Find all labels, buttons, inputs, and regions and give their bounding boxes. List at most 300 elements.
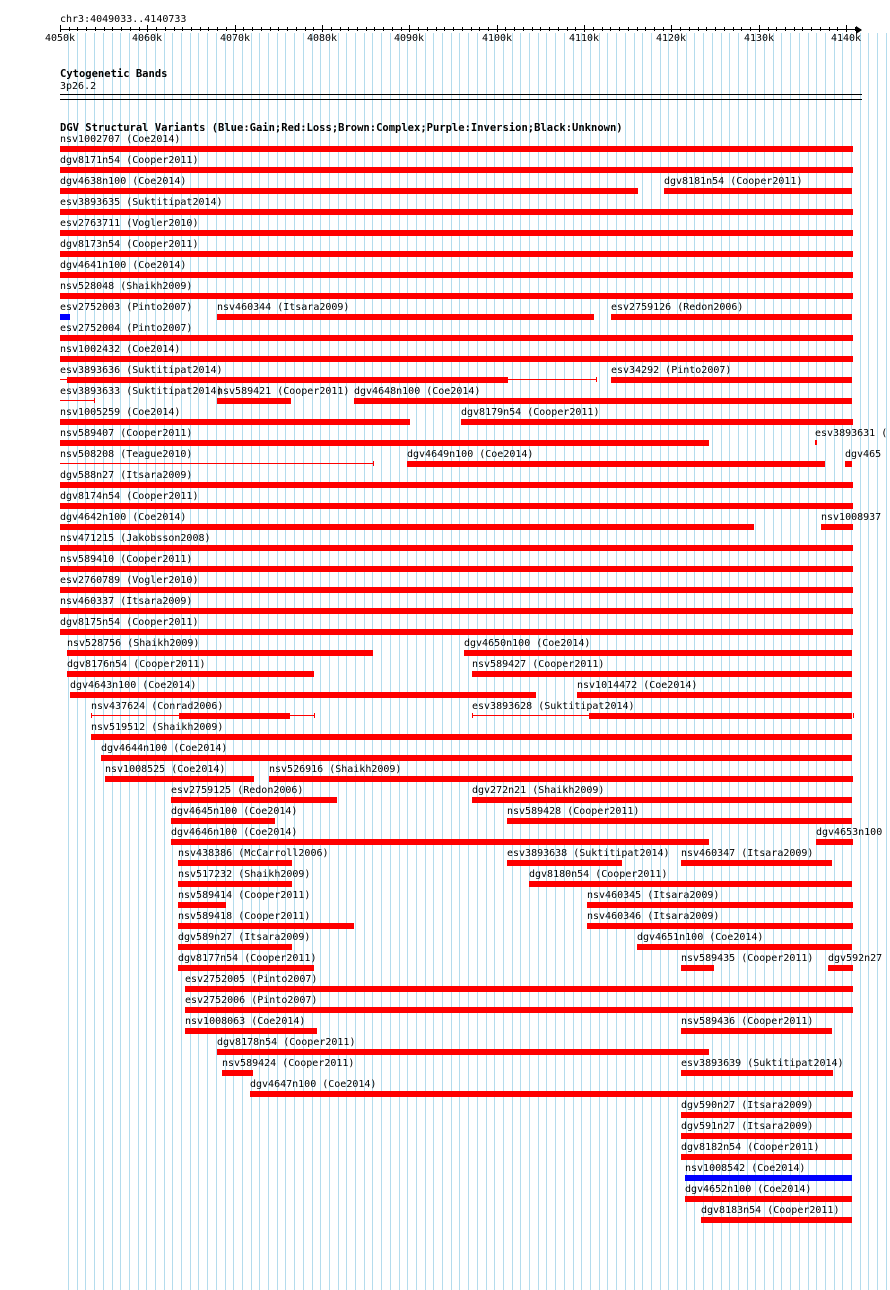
dgv-variant-label[interactable]: dgv8175n54 (Cooper2011) [60, 617, 199, 628]
ruler-tick [427, 27, 428, 31]
ruler-tick [733, 27, 734, 31]
dgv-variant-label[interactable]: esv3893636 (Suktitipat2014) [60, 365, 223, 376]
ruler-tick [776, 27, 777, 31]
dgv-variant-label[interactable]: nsv460345 (Itsara2009) [587, 890, 720, 901]
ruler-tick [147, 25, 148, 32]
dgv-loss-bar[interactable] [178, 944, 292, 950]
ruler-tick [261, 27, 262, 31]
gridline [303, 33, 304, 1290]
ruler-tick [331, 27, 332, 31]
dgv-loss-bar[interactable] [91, 734, 852, 740]
ruler-tick-label: 4140k [830, 33, 862, 44]
dgv-loss-bar[interactable] [217, 314, 594, 320]
dgv-variant-label[interactable]: nsv1008937 [821, 512, 882, 523]
ruler-tick [523, 27, 524, 31]
dgv-variant-label[interactable]: esv2752004 (Pinto2007) [60, 323, 193, 334]
dgv-loss-bar[interactable] [681, 1133, 852, 1139]
dgv-variant-label[interactable]: nsv589410 (Cooper2011) [60, 554, 193, 565]
gridline [877, 33, 878, 1290]
dgv-variant-span-cap [472, 713, 473, 718]
ruler-tick-label: 4100k [481, 33, 513, 44]
gridline [668, 33, 669, 1290]
dgv-variant-label[interactable]: nsv589421 (Cooper2011) [217, 386, 350, 397]
ruler-tick [322, 25, 323, 32]
ruler-tick-label: 4080k [306, 33, 338, 44]
dgv-variant-label[interactable]: dgv272n21 (Shaikh2009) [472, 785, 605, 796]
dgv-variant-label[interactable]: dgv8182n54 (Cooper2011) [681, 1142, 820, 1153]
dgv-variant-label[interactable]: nsv1008063 (Coe2014) [185, 1016, 306, 1027]
dgv-loss-bar[interactable] [171, 797, 337, 803]
dgv-variant-label[interactable]: dgv8179n54 (Cooper2011) [461, 407, 600, 418]
dgv-loss-bar[interactable] [577, 692, 852, 698]
dgv-loss-bar[interactable] [407, 461, 825, 467]
dgv-variant-label[interactable]: nsv460344 (Itsara2009) [217, 302, 350, 313]
ruler-tick [602, 27, 603, 31]
ruler-tick [401, 27, 402, 31]
dgv-loss-bar[interactable] [464, 650, 852, 656]
ruler-tick [619, 27, 620, 31]
dgv-loss-bar[interactable] [171, 818, 275, 824]
dgv-loss-bar[interactable] [685, 1196, 852, 1202]
dgv-variant-label[interactable]: esv2752005 (Pinto2007) [185, 974, 318, 985]
dgv-variant-label[interactable]: dgv8181n54 (Cooper2011) [664, 176, 803, 187]
gridline [616, 33, 617, 1290]
gridline [660, 33, 661, 1290]
ruler-tick [575, 27, 576, 31]
dgv-variant-label[interactable]: esv3893639 (Suktitipat2014) [681, 1058, 844, 1069]
dgv-loss-bar[interactable] [185, 986, 853, 992]
ruler-tick [628, 27, 629, 31]
ruler-tick [69, 27, 70, 31]
ruler-tick [759, 25, 760, 32]
dgv-variant-label[interactable]: nsv460346 (Itsara2009) [587, 911, 720, 922]
dgv-loss-bar[interactable] [269, 776, 853, 782]
gridline [634, 33, 635, 1290]
dgv-variant-label[interactable]: dgv4646n100 (Coe2014) [171, 827, 298, 838]
dgv-loss-bar[interactable] [60, 482, 853, 488]
dgv-variant-label[interactable]: nsv589407 (Cooper2011) [60, 428, 193, 439]
dgv-loss-bar[interactable] [681, 860, 832, 866]
dgv-loss-bar[interactable] [701, 1217, 852, 1223]
ruler-tick [270, 27, 271, 31]
dgv-variant-label[interactable]: nsv460337 (Itsara2009) [60, 596, 193, 607]
dgv-loss-bar[interactable] [461, 419, 853, 425]
gridline [329, 33, 330, 1290]
ruler-tick [383, 27, 384, 31]
dgv-variant-label[interactable]: dgv8183n54 (Cooper2011) [701, 1205, 840, 1216]
dgv-variant-label[interactable]: dgv4641n100 (Coe2014) [60, 260, 187, 271]
dgv-variant-label[interactable]: nsv589436 (Cooper2011) [681, 1016, 814, 1027]
ruler-tick [77, 27, 78, 31]
dgv-loss-bar[interactable] [587, 923, 853, 929]
gridline [294, 33, 295, 1290]
dgv-variant-span-cap [373, 461, 374, 466]
dgv-variant-span-cap [94, 398, 95, 403]
ruler-tick [846, 25, 847, 32]
dgv-loss-bar[interactable] [664, 188, 852, 194]
ruler-tick [610, 27, 611, 31]
dgv-loss-bar[interactable] [60, 293, 853, 299]
dgv-variant-label[interactable]: nsv1002432 (Coe2014) [60, 344, 181, 355]
dgv-variant-label[interactable]: dgv8180n54 (Cooper2011) [529, 869, 668, 880]
gridline [251, 33, 252, 1290]
dgv-variant-label[interactable]: nsv528048 (Shaikh2009) [60, 281, 193, 292]
ruler-tick [453, 27, 454, 31]
ruler-arrow-right-icon [856, 26, 862, 34]
ruler-tick [409, 25, 410, 32]
ruler-tick-label: 4090k [393, 33, 425, 44]
ruler-tick [637, 27, 638, 31]
dgv-loss-bar[interactable] [816, 839, 853, 845]
dgv-loss-bar[interactable] [60, 587, 853, 593]
dgv-loss-bar[interactable] [681, 1112, 852, 1118]
dgv-loss-bar[interactable] [60, 209, 853, 215]
gridline [825, 33, 826, 1290]
dgv-gain-bar[interactable] [60, 314, 70, 320]
gridline [355, 33, 356, 1290]
ruler-tick [217, 27, 218, 31]
dgv-loss-bar[interactable] [637, 944, 852, 950]
ruler-tick [829, 27, 830, 31]
dgv-variant-span-line[interactable] [60, 463, 373, 464]
dgv-loss-bar[interactable] [681, 1070, 833, 1076]
dgv-loss-bar[interactable] [845, 461, 852, 467]
gridline [399, 33, 400, 1290]
dgv-variant-label[interactable]: nsv1014472 (Coe2014) [577, 680, 698, 691]
dgv-variant-label[interactable]: dgv4651n100 (Coe2014) [637, 932, 764, 943]
dgv-loss-bar[interactable] [217, 1049, 709, 1055]
dgv-variant-label[interactable]: dgv590n27 (Itsara2009) [681, 1100, 814, 1111]
dgv-loss-bar[interactable] [507, 860, 622, 866]
dgv-loss-bar[interactable] [60, 566, 853, 572]
ruler-tick [243, 27, 244, 31]
dgv-loss-bar[interactable] [60, 545, 853, 551]
dgv-variant-label[interactable]: dgv4643n100 (Coe2014) [70, 680, 197, 691]
ruler-tick-label: 4130k [743, 33, 775, 44]
dgv-loss-bar[interactable] [60, 188, 638, 194]
ruler-tick [741, 27, 742, 31]
dgv-loss-bar[interactable] [179, 713, 290, 719]
dgv-variant-label[interactable]: nsv517232 (Shaikh2009) [178, 869, 311, 880]
dgv-variant-label[interactable]: esv2752006 (Pinto2007) [185, 995, 318, 1006]
dgv-variant-label[interactable]: dgv4649n100 (Coe2014) [407, 449, 534, 460]
dgv-variant-span-cap [596, 377, 597, 382]
dgv-variant-label[interactable]: nsv589414 (Cooper2011) [178, 890, 311, 901]
gridline [346, 33, 347, 1290]
dgv-variant-label[interactable]: nsv471215 (Jakobsson2008) [60, 533, 211, 544]
ruler-tick [549, 27, 550, 31]
dgv-loss-bar[interactable] [178, 860, 292, 866]
gridline [851, 33, 852, 1290]
ruler-tick [200, 27, 201, 31]
gridline [268, 33, 269, 1290]
dgv-loss-bar[interactable] [222, 1070, 253, 1076]
ruler-tick [278, 27, 279, 31]
ruler-tick [305, 27, 306, 31]
dgv-variant-label[interactable]: dgv591n27 (Itsara2009) [681, 1121, 814, 1132]
dgv-variant-label[interactable]: esv3893638 (Suktitipat2014) [507, 848, 670, 859]
dgv-loss-bar[interactable] [611, 314, 852, 320]
ruler-tick [226, 27, 227, 31]
gridline [607, 33, 608, 1290]
dgv-variant-label[interactable]: esv3893635 (Suktitipat2014) [60, 197, 223, 208]
ruler-tick [139, 27, 140, 31]
gridline [425, 33, 426, 1290]
ruler-tick [471, 27, 472, 31]
dgv-loss-bar[interactable] [60, 503, 853, 509]
dgv-variant-label[interactable]: dgv8178n54 (Cooper2011) [217, 1037, 356, 1048]
dgv-variant-label[interactable]: nsv1008542 (Coe2014) [685, 1163, 806, 1174]
dgv-variant-label[interactable]: nsv1005259 (Coe2014) [60, 407, 181, 418]
ruler-locus-label: chr3:4049033..4140733 [60, 14, 187, 25]
dgv-variant-label[interactable]: nsv589427 (Cooper2011) [472, 659, 605, 670]
ruler-tick [287, 27, 288, 31]
dgv-variant-label[interactable]: nsv460347 (Itsara2009) [681, 848, 814, 859]
cytoband-track-title[interactable]: Cytogenetic Bands [60, 68, 168, 80]
ruler-tick [60, 25, 61, 32]
dgv-variant-label[interactable]: esv2763711 (Vogler2010) [60, 218, 199, 229]
ruler-tick [497, 25, 498, 32]
ruler-tick [86, 27, 87, 31]
dgv-loss-bar[interactable] [60, 335, 853, 341]
dgv-variant-label[interactable]: esv34292 (Pinto2007) [611, 365, 732, 376]
dgv-variant-label[interactable]: nsv508208 (Teague2010) [60, 449, 193, 460]
ruler-tick [479, 27, 480, 31]
dgv-loss-bar[interactable] [828, 965, 853, 971]
ruler-tick [654, 27, 655, 31]
cytoband-label[interactable]: 3p26.2 [60, 81, 97, 92]
dgv-variant-label[interactable]: dgv4648n100 (Coe2014) [354, 386, 481, 397]
dgv-loss-bar[interactable] [681, 1028, 832, 1034]
dgv-variant-label[interactable]: dgv4644n100 (Coe2014) [101, 743, 228, 754]
gridline [459, 33, 460, 1290]
dgv-variant-label[interactable]: nsv1008525 (Coe2014) [105, 764, 226, 775]
gridline [312, 33, 313, 1290]
ruler-tick [182, 27, 183, 31]
dgv-variant-label[interactable]: esv2759125 (Redon2006) [171, 785, 304, 796]
gridline [407, 33, 408, 1290]
dgv-variant-label[interactable]: dgv4653n100 [816, 827, 883, 838]
ruler-tick [165, 27, 166, 31]
dgv-loss-bar[interactable] [67, 671, 314, 677]
ruler-tick [663, 27, 664, 31]
dgv-variant-label[interactable]: esv3893628 (Suktitipat2014) [472, 701, 635, 712]
dgv-loss-bar[interactable] [589, 713, 852, 719]
ruler-tick [645, 27, 646, 31]
dgv-variant-label[interactable]: dgv4650n100 (Coe2014) [464, 638, 591, 649]
ruler-tick [794, 27, 795, 31]
gridline [468, 33, 469, 1290]
ruler-tick [750, 27, 751, 31]
dgv-variant-label[interactable]: nsv589418 (Cooper2011) [178, 911, 311, 922]
ruler-tick [567, 27, 568, 31]
dgv-loss-bar[interactable] [681, 1154, 852, 1160]
dgv-variant-label[interactable]: esv2752003 (Pinto2007) [60, 302, 193, 313]
dgv-loss-bar[interactable] [101, 755, 852, 761]
dgv-variant-label[interactable]: dgv592n27 [828, 953, 883, 964]
gridline [868, 33, 869, 1290]
ruler-tick [252, 27, 253, 31]
dgv-variant-label[interactable]: dgv588n27 (Itsara2009) [60, 470, 193, 481]
gridline [277, 33, 278, 1290]
gridline [651, 33, 652, 1290]
ruler-tick [235, 25, 236, 32]
dgv-variant-label[interactable]: nsv438386 (McCarroll2006) [178, 848, 329, 859]
dgv-loss-bar[interactable] [178, 923, 354, 929]
dgv-variant-label[interactable]: dgv4652n100 (Coe2014) [685, 1184, 812, 1195]
ruler-tick [689, 27, 690, 31]
dgv-loss-bar[interactable] [178, 965, 314, 971]
dgv-variant-span-line[interactable] [60, 400, 94, 401]
dgv-variant-span-cap [816, 440, 817, 445]
ruler-tick [593, 27, 594, 31]
ruler-tick-label: 4060k [131, 33, 163, 44]
dgv-variant-label[interactable]: dgv8174n54 (Cooper2011) [60, 491, 199, 502]
dgv-loss-bar[interactable] [250, 1091, 853, 1097]
dgv-variant-label[interactable]: nsv589428 (Cooper2011) [507, 806, 640, 817]
ruler-tick [462, 27, 463, 31]
dgv-loss-bar[interactable] [105, 776, 254, 782]
dgv-variant-label[interactable]: esv2759126 (Redon2006) [611, 302, 744, 313]
ruler-tick [121, 27, 122, 31]
gridline [216, 33, 217, 1290]
ruler-tick [558, 27, 559, 31]
dgv-variant-label[interactable]: dgv4647n100 (Coe2014) [250, 1079, 377, 1090]
dgv-variant-label[interactable]: dgv8173n54 (Cooper2011) [60, 239, 199, 250]
ruler-tick [785, 27, 786, 31]
dgv-loss-bar[interactable] [821, 524, 853, 530]
ruler-tick [130, 27, 131, 31]
gridline [207, 33, 208, 1290]
ruler-tick [357, 27, 358, 31]
ruler-tick [671, 25, 672, 32]
gridline [816, 33, 817, 1290]
dgv-variant-label[interactable]: dgv8171n54 (Cooper2011) [60, 155, 199, 166]
dgv-loss-bar[interactable] [60, 524, 754, 530]
dgv-loss-bar[interactable] [185, 1028, 317, 1034]
gridline [285, 33, 286, 1290]
ruler-tick [768, 27, 769, 31]
dgv-variant-label[interactable]: dgv465 [845, 449, 882, 460]
gridline [625, 33, 626, 1290]
dgv-loss-bar[interactable] [507, 818, 852, 824]
gridline [338, 33, 339, 1290]
dgv-loss-bar[interactable] [60, 419, 410, 425]
dgv-gain-bar[interactable] [685, 1175, 852, 1181]
dgv-loss-bar[interactable] [60, 629, 853, 635]
ruler-tick [680, 27, 681, 31]
ruler-tick [174, 27, 175, 31]
gridline [390, 33, 391, 1290]
gridline [416, 33, 417, 1290]
ruler-tick [340, 27, 341, 31]
dgv-variant-label[interactable]: dgv4638n100 (Coe2014) [60, 176, 187, 187]
dgv-loss-bar[interactable] [60, 167, 853, 173]
dgv-loss-bar[interactable] [171, 839, 709, 845]
gridline [320, 33, 321, 1290]
dgv-loss-bar[interactable] [60, 356, 853, 362]
dgv-loss-bar[interactable] [60, 251, 853, 257]
cytoband-band-line-top [60, 94, 862, 95]
gridline [364, 33, 365, 1290]
ruler-tick [698, 27, 699, 31]
ruler-tick [706, 27, 707, 31]
dgv-variant-label[interactable]: esv3893631 ( [815, 428, 888, 439]
gridline [372, 33, 373, 1290]
dgv-loss-bar[interactable] [611, 377, 852, 383]
dgv-variant-label[interactable]: nsv1002707 (Coe2014) [60, 134, 181, 145]
gridline [433, 33, 434, 1290]
dgv-loss-bar[interactable] [60, 272, 853, 278]
dgv-loss-bar[interactable] [472, 671, 852, 677]
dgv-loss-bar[interactable] [67, 377, 508, 383]
dgv-variant-label[interactable]: esv3893633 (Suktitipat2014) [60, 386, 223, 397]
gridline [233, 33, 234, 1290]
dgv-variant-label[interactable]: dgv8176n54 (Cooper2011) [67, 659, 206, 670]
gridline [451, 33, 452, 1290]
dgv-variant-label[interactable]: dgv4645n100 (Coe2014) [171, 806, 298, 817]
dgv-loss-bar[interactable] [185, 1007, 853, 1013]
ruler-tick [724, 27, 725, 31]
dgv-loss-bar[interactable] [681, 965, 714, 971]
dgv-variant-label[interactable]: dgv589n27 (Itsara2009) [178, 932, 311, 943]
dgv-loss-bar[interactable] [67, 650, 373, 656]
ruler-tick [104, 27, 105, 31]
dgv-variant-label[interactable]: nsv526916 (Shaikh2009) [269, 764, 402, 775]
dgv-track-title[interactable]: DGV Structural Variants (Blue:Gain;Red:Loss;Brown:Complex;Purple:Inversion;Black:Unknown) [60, 122, 623, 134]
ruler-tick [715, 27, 716, 31]
dgv-variant-label[interactable]: dgv4642n100 (Coe2014) [60, 512, 187, 523]
dgv-loss-bar[interactable] [60, 230, 853, 236]
ruler-tick [392, 27, 393, 31]
ruler-tick [95, 27, 96, 31]
gridline [242, 33, 243, 1290]
dgv-loss-bar[interactable] [178, 881, 292, 887]
dgv-loss-bar[interactable] [354, 398, 852, 404]
dgv-loss-bar[interactable] [60, 608, 853, 614]
dgv-loss-bar[interactable] [472, 797, 852, 803]
dgv-loss-bar[interactable] [70, 692, 536, 698]
gridline [842, 33, 843, 1290]
dgv-variant-span-cap [853, 713, 854, 718]
ruler-tick [296, 27, 297, 31]
ruler-tick-label: 4110k [568, 33, 600, 44]
dgv-loss-bar[interactable] [60, 440, 709, 446]
dgv-variant-label[interactable]: nsv519512 (Shaikh2009) [91, 722, 224, 733]
dgv-loss-bar[interactable] [60, 146, 853, 152]
dgv-variant-label[interactable]: nsv528756 (Shaikh2009) [67, 638, 200, 649]
dgv-loss-bar[interactable] [217, 398, 291, 404]
gridline [442, 33, 443, 1290]
gridline [381, 33, 382, 1290]
dgv-loss-bar[interactable] [529, 881, 852, 887]
ruler-tick [208, 27, 209, 31]
ruler-tick [366, 27, 367, 31]
gridline [860, 33, 861, 1290]
dgv-variant-label[interactable]: dgv8177n54 (Cooper2011) [178, 953, 317, 964]
dgv-variant-label[interactable]: esv2760789 (Vogler2010) [60, 575, 199, 586]
dgv-variant-label[interactable]: nsv437624 (Conrad2006) [91, 701, 224, 712]
ruler-tick [584, 25, 585, 32]
ruler-tick [488, 27, 489, 31]
dgv-variant-label[interactable]: nsv589424 (Cooper2011) [222, 1058, 355, 1069]
dgv-loss-bar[interactable] [178, 902, 226, 908]
ruler-tick [540, 27, 541, 31]
dgv-variant-label[interactable]: nsv589435 (Cooper2011) [681, 953, 814, 964]
dgv-loss-bar[interactable] [587, 902, 853, 908]
cytoband-band-line-bottom [60, 99, 862, 100]
gridline [642, 33, 643, 1290]
